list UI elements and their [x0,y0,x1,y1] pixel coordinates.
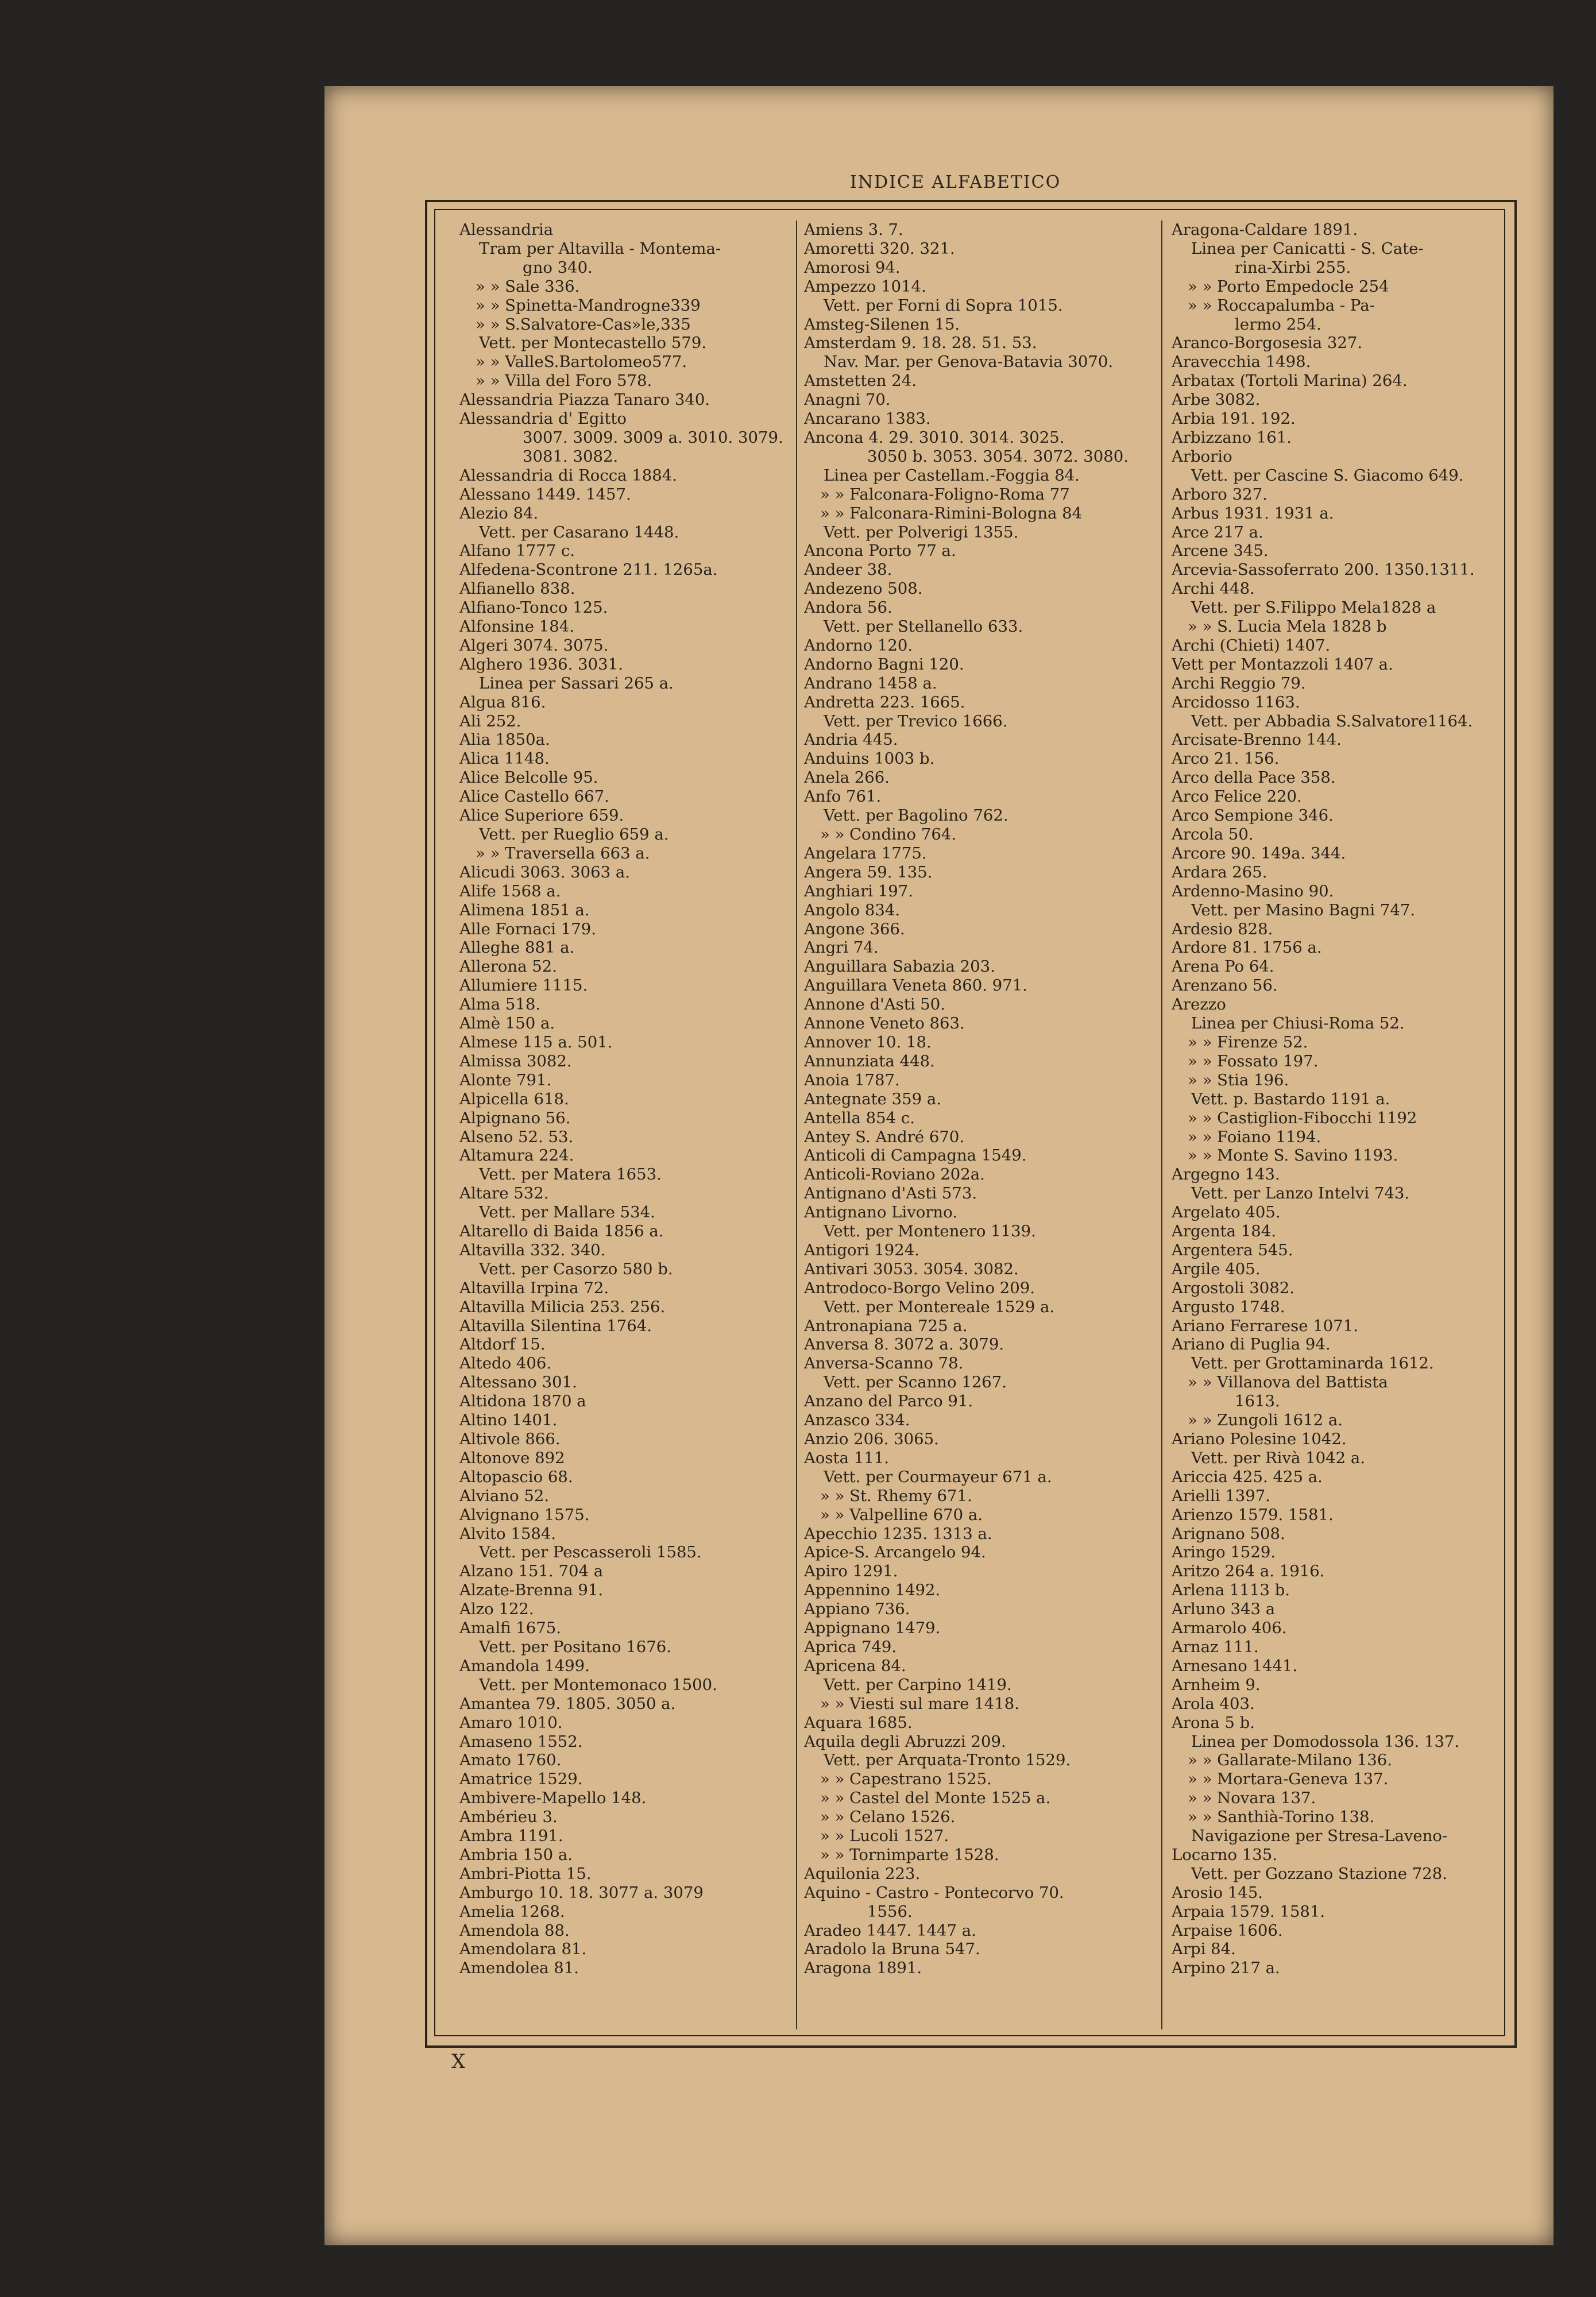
index-entry: Arezzo [1172,995,1226,1014]
index-entry: Amiens 3. 7. [804,221,903,239]
index-entry: Alessandria d' Egitto [459,409,627,428]
index-entry: Vett. per Montereale 1529 a. [824,1297,1055,1316]
index-entry: Vett. per Grottaminarda 1612. [1191,1354,1434,1373]
index-entry: Vett. per Rueglio 659 a. [479,825,669,844]
stray-mark: X [451,2050,466,2073]
index-entry: » » Traversella 663 a. [476,844,650,863]
index-entry: Amendolara 81. [459,1940,587,1959]
index-entry: Anfo 761. [804,787,882,806]
index-entry: Linea per Sassari 265 a. [479,674,674,693]
page-title: INDICE ALFABETICO [850,172,1061,192]
index-entry: Annover 10. 18. [804,1033,932,1051]
index-entry: Vett. per Carpino 1419. [824,1675,1012,1694]
index-entry: gno 340. [523,258,593,277]
index-entry: Altavilla Milicia 253. 256. [459,1297,666,1316]
index-entry: Anversa-Scanno 78. [804,1354,964,1373]
index-entry: Antignano d'Asti 573. [804,1184,977,1203]
index-entry: Ali 252. [459,711,521,730]
index-entry: 3081. 3082. [523,447,619,466]
index-entry: » » Fossato 197. [1188,1051,1319,1070]
index-entry: Vett per Montazzoli 1407 a. [1172,655,1393,674]
index-entry: Vett. per Montemonaco 1500. [479,1675,717,1694]
index-entry: Amaro 1010. [459,1713,563,1732]
index-entry: Ambri-Piotta 15. [459,1864,592,1883]
index-entry: Aranco-Borgosesia 327. [1172,334,1363,353]
index-entry: » » Condino 764. [820,825,957,844]
index-entry: Anghiari 197. [804,881,913,900]
index-column-3 [1172,221,1510,1978]
index-entry: » » Stia 196. [1188,1070,1289,1089]
index-entry: Arco della Pace 358. [1172,768,1336,787]
index-entry: Vett. per Abbadia S.Salvatore1164. [1191,711,1473,730]
index-entry: » » S. Lucia Mela 1828 b [1188,617,1387,636]
index-entry: Ardesio 828. [1172,919,1273,938]
index-entry: Angri 74. [804,938,879,957]
index-entry: Vett. per Montenero 1139. [824,1222,1036,1241]
index-entry: Apricena 84. [804,1656,906,1675]
index-entry: Vett. per Arquata-Tronto 1529. [824,1751,1071,1770]
index-entry: Andretta 223. 1665. [804,693,965,711]
index-entry: Ambra 1191. [459,1827,563,1846]
index-entry: Arbia 191. 192. [1172,409,1296,428]
index-entry: Apiro 1291. [804,1562,898,1581]
index-entry: Amburgo 10. 18. 3077 a. 3079 [459,1883,704,1902]
index-entry: Altivole 866. [459,1430,561,1448]
index-entry: Amoretti 320. 321. [804,239,955,258]
index-entry: Alvignano 1575. [459,1505,590,1524]
index-entry: Antignano Livorno. [804,1203,957,1222]
index-entry: Alma 518. [459,995,541,1014]
index-entry: Alessandria Piazza Tanaro 340. [459,390,710,409]
index-entry: Amatrice 1529. [459,1770,583,1789]
index-entry: Arco Felice 220. [1172,787,1302,806]
index-entry: » » Villanova del Battista [1188,1373,1388,1392]
index-entry: Alife 1568 a. [459,881,561,900]
index-entry: Navigazione per Stresa-Laveno- [1191,1827,1448,1846]
index-entry: Alessandria di Rocca 1884. [459,466,678,485]
index-entry: Linea per Domodossola 136. 137. [1191,1732,1460,1751]
index-entry: Vett. per Gozzano Stazione 728. [1191,1864,1447,1883]
index-entry: Ariano Polesine 1042. [1172,1430,1347,1448]
index-entry: Andeer 38. [804,560,892,579]
index-entry: Argelato 405. [1172,1203,1281,1222]
index-entry: Andorno Bagni 120. [804,655,964,674]
index-entry: Argostoli 3082. [1172,1278,1294,1297]
index-entry: Anguillara Veneta 860. 971. [804,976,1027,995]
index-entry: Alfiano-Tonco 125. [459,598,608,617]
index-entry: Anzio 206. 3065. [804,1430,939,1448]
index-entry: Arpino 217 a. [1172,1959,1280,1978]
index-entry: Anticoli di Campagna 1549. [804,1146,1027,1165]
index-entry: Alessano 1449. 1457. [459,485,631,504]
index-entry: Vett. per Pescasseroli 1585. [479,1543,702,1562]
index-entry: Argentera 545. [1172,1240,1293,1259]
index-entry: Anzasco 334. [804,1411,910,1430]
index-entry: Vett. p. Bastardo 1191 a. [1191,1089,1390,1108]
index-entry: Annunziata 448. [804,1051,935,1070]
index-entry: » » Firenze 52. [1188,1033,1308,1051]
index-entry: Anduins 1003 b. [804,749,935,768]
index-entry: Aravecchia 1498. [1172,353,1311,372]
index-entry: Archi Reggio 79. [1172,674,1306,693]
index-entry: » » Villa del Foro 578. [476,372,652,390]
index-entry: Alpicella 618. [459,1089,569,1108]
index-entry: Andorno 120. [804,636,913,655]
index-entry: Arcene 345. [1172,542,1269,560]
index-entry: Aringo 1529. [1172,1543,1276,1562]
index-entry: Aquila degli Abruzzi 209. [804,1732,1006,1751]
index-entry: Amaseno 1552. [459,1732,583,1751]
index-entry: Aritzo 264 a. 1916. [1172,1562,1325,1581]
column-divider [1161,221,1162,2029]
index-entry: Armarolo 406. [1172,1619,1287,1638]
index-entry: » » S.Salvatore-Cas»le,335 [476,315,691,334]
index-entry: Allumiere 1115. [459,976,588,995]
index-column-1 [459,221,798,1978]
index-entry: Ardenno-Masino 90. [1172,881,1334,900]
index-entry: Alzano 151. 704 a [459,1562,604,1581]
index-entry: Vett. per Rivà 1042 a. [1191,1448,1365,1467]
index-entry: Arnheim 9. [1172,1675,1261,1694]
index-entry: Arbe 3082. [1172,390,1261,409]
index-entry: » » Mortara-Geneva 137. [1188,1770,1389,1789]
index-entry: Alle Fornaci 179. [459,919,597,938]
index-entry: Amsterdam 9. 18. 28. 51. 53. [804,334,1037,353]
index-entry: Anela 266. [804,768,890,787]
index-entry: Anzano del Parco 91. [804,1392,973,1411]
index-entry: Amorosi 94. [804,258,901,277]
index-entry: Appiano 736. [804,1600,910,1619]
index-entry: Nav. Mar. per Genova-Batavia 3070. [824,353,1114,372]
index-entry: Alleghe 881 a. [459,938,575,957]
index-entry: Tram per Altavilla - Montema- [479,239,721,258]
index-entry: Amstetten 24. [804,372,917,390]
index-entry: rina-Xirbi 255. [1235,258,1351,277]
index-entry: Arpaia 1579. 1581. [1172,1902,1326,1921]
index-entry: Vett. per Polverigi 1355. [824,523,1019,542]
index-entry: Arlena 1113 b. [1172,1581,1290,1600]
index-entry: Amendolea 81. [459,1959,579,1978]
index-entry: Altino 1401. [459,1411,558,1430]
index-entry: Aragona 1891. [804,1959,922,1978]
index-entry: Alica 1148. [459,749,550,768]
index-entry: Vett. per Mallare 534. [479,1203,655,1222]
index-entry: Vett. per S.Filippo Mela1828 a [1191,598,1436,617]
index-entry: Anticoli-Roviano 202a. [804,1165,985,1184]
index-entry: Alzate-Brenna 91. [459,1581,604,1600]
index-entry: Antivari 3053. 3054. 3082. [804,1259,1019,1278]
index-entry: Ambérieu 3. [459,1808,558,1827]
index-entry: » » Castel del Monte 1525 a. [820,1789,1051,1808]
index-entry: » » Spinetta-Mandrogne339 [476,296,701,315]
index-entry: Argile 405. [1172,1259,1261,1278]
index-entry: Apice-S. Arcangelo 94. [804,1543,986,1562]
index-entry: Almè 150 a. [459,1014,555,1033]
index-entry: Anversa 8. 3072 a. 3079. [804,1335,1004,1354]
index-entry: Arco Sempione 346. [1172,806,1334,825]
index-entry: Andora 56. [804,598,892,617]
index-entry: Antronapiana 725 a. [804,1316,968,1335]
index-entry: Alzo 122. [459,1600,534,1619]
index-entry: Aradeo 1447. 1447 a. [804,1921,976,1940]
index-entry: Andria 445. [804,730,898,749]
index-entry: Arnaz 111. [1172,1637,1259,1656]
index-entry: Aquino - Castro - Pontecorvo 70. [804,1883,1064,1902]
index-entry: Aquilonia 223. [804,1864,921,1883]
index-entry: Ambria 150 a. [459,1845,573,1864]
index-entry: Angolo 834. [804,900,901,919]
index-entry: Anagni 70. [804,390,891,409]
index-entry: Arenzano 56. [1172,976,1278,995]
index-entry: Appennino 1492. [804,1581,941,1600]
index-entry: » » Falconara-Rimini-Bologna 84 [820,504,1083,523]
index-column-2 [804,221,1143,1978]
index-entry: 1613. [1235,1392,1280,1411]
index-entry: Andezeno 508. [804,579,923,598]
index-entry: Vett. per Matera 1653. [479,1165,662,1184]
index-entry: » » Valpelline 670 a. [820,1505,983,1524]
index-entry: Arignano 508. [1172,1524,1285,1543]
index-entry: Alfano 1777 c. [459,542,575,560]
index-entry: Alfedena-Scontrone 211. 1265a. [459,560,718,579]
index-entry: Ariano di Puglia 94. [1172,1335,1331,1354]
index-entry: » » Falconara-Foligno-Roma 77 [820,485,1070,504]
index-entry: Arcola 50. [1172,825,1254,844]
index-entry: Alia 1850a. [459,730,550,749]
index-entry: Amendola 88. [459,1921,570,1940]
index-entry: 3050 b. 3053. 3054. 3072. 3080. [867,447,1129,466]
index-entry: Arienzo 1579. 1581. [1172,1505,1334,1524]
index-entry: Alice Belcolle 95. [459,768,598,787]
index-entry: » » Santhià-Torino 138. [1188,1808,1375,1827]
index-entry: Arcidosso 1163. [1172,693,1300,711]
index-entry: Arielli 1397. [1172,1486,1270,1505]
index-entry: Anoia 1787. [804,1070,900,1089]
index-entry: Almese 115 a. 501. [459,1033,613,1051]
index-entry: Andrano 1458 a. [804,674,937,693]
index-entry: » » Porto Empedocle 254 [1188,277,1389,296]
index-entry: Arbatax (Tortoli Marina) 264. [1172,372,1408,390]
index-entry: Algua 816. [459,693,546,711]
index-entry: Altare 532. [459,1184,549,1203]
index-entry: Altopascio 68. [459,1467,573,1486]
index-entry: lermo 254. [1235,315,1321,334]
index-entry: Alviano 52. [459,1486,550,1505]
index-entry: Altavilla Silentina 1764. [459,1316,652,1335]
index-entry: » » Novara 137. [1188,1789,1316,1808]
index-entry: Vett. per Stellanello 633. [824,617,1023,636]
index-entry: Alfonsine 184. [459,617,574,636]
index-entry: Arbus 1931. 1931 a. [1172,504,1334,523]
index-entry: Vett. per Bagolino 762. [824,806,1008,825]
index-entry: Alicudi 3063. 3063 a. [459,863,631,881]
index-entry: » » Gallarate-Milano 136. [1188,1751,1393,1770]
index-entry: Arboro 327. [1172,485,1267,504]
index-entry: Arcore 90. 149a. 344. [1172,844,1346,863]
index-entry: Amalfi 1675. [459,1619,561,1638]
index-entry: Vett. per Lanzo Intelvi 743. [1191,1184,1410,1203]
index-entry: Arcevia-Sassoferrato 200. 1350.1311. [1172,560,1475,579]
index-entry: Allerona 52. [459,957,558,976]
index-entry: Alseno 52. 53. [459,1127,574,1146]
index-entry: Altavilla Irpina 72. [459,1278,609,1297]
index-entry: Angone 366. [804,919,905,938]
index-entry: Angelara 1775. [804,844,927,863]
index-entry: Arosio 145. [1172,1883,1263,1902]
index-entry: Altavilla 332. 340. [459,1240,606,1259]
index-entry: Linea per Canicatti - S. Cate- [1191,239,1424,258]
index-entry: Antrodoco-Borgo Velino 209. [804,1278,1035,1297]
index-entry: Ancona Porto 77 a. [804,542,956,560]
index-entry: » » Monte S. Savino 1193. [1188,1146,1398,1165]
index-entry: » » Roccapalumba - Pa- [1188,296,1375,315]
index-entry: Amandola 1499. [459,1656,590,1675]
index-entry: Arco 21. 156. [1172,749,1280,768]
index-entry: » » Foiano 1194. [1188,1127,1321,1146]
index-entry: Argegno 143. [1172,1165,1280,1184]
index-entry: Vett. per Trevico 1666. [824,711,1008,730]
index-entry: Aragona-Caldare 1891. [1172,221,1358,239]
index-entry: Argenta 184. [1172,1222,1277,1241]
index-entry: » » Zungoli 1612 a. [1188,1411,1343,1430]
index-entry: Linea per Chiusi-Roma 52. [1191,1014,1405,1033]
index-entry: Vett. per Casarano 1448. [479,523,679,542]
index-entry: Aradolo la Bruna 547. [804,1940,980,1959]
index-entry: Aquara 1685. [804,1713,913,1732]
index-entry: Archi 448. [1172,579,1255,598]
index-entry: Vett. per Courmayeur 671 a. [824,1467,1052,1486]
index-entry: Arluno 343 a [1172,1600,1276,1619]
index-entry: » » Castiglion-Fibocchi 1192 [1188,1108,1417,1127]
index-entry: » » Lucoli 1527. [820,1827,949,1846]
index-entry: Alessandria [459,221,554,239]
index-entry: Argusto 1748. [1172,1297,1285,1316]
index-entry: Altidona 1870 a [459,1392,586,1411]
index-entry: Vett. per Montecastello 579. [479,334,707,353]
index-entry: Altdorf 15. [459,1335,546,1354]
index-entry: Annone d'Asti 50. [804,995,946,1014]
index-entry: Archi (Chieti) 1407. [1172,636,1331,655]
index-entry: » » St. Rhemy 671. [820,1486,972,1505]
index-entry: Aosta 111. [804,1448,889,1467]
index-entry: Arnesano 1441. [1172,1656,1298,1675]
index-entry: Locarno 135. [1172,1845,1278,1864]
index-entry: Altonove 892 [459,1448,565,1467]
index-entry: Alvito 1584. [459,1524,557,1543]
index-entry: Antegnate 359 a. [804,1089,942,1108]
index-entry: Arbizzano 161. [1172,428,1292,447]
index-entry: Ardara 265. [1172,863,1267,881]
index-entry: Arborio [1172,447,1232,466]
index-entry: Ancarano 1383. [804,409,931,428]
index-entry: Vett. per Forni di Sopra 1015. [824,296,1063,315]
index-entry: » » Sale 336. [476,277,580,296]
index-entry: Ardore 81. 1756 a. [1172,938,1322,957]
index-entry: Altamura 224. [459,1146,574,1165]
index-entry: Alghero 1936. 3031. [459,655,623,674]
index-entry: Arena Po 64. [1172,957,1274,976]
index-entry: Apecchio 1235. 1313 a. [804,1524,992,1543]
index-entry: Amato 1760. [459,1751,562,1770]
index-entry: » » Capestrano 1525. [820,1770,992,1789]
index-entry: Arona 5 b. [1172,1713,1255,1732]
index-entry: Almissa 3082. [459,1051,572,1070]
index-entry: Arpi 84. [1172,1940,1236,1959]
index-entry: » » Celano 1526. [820,1808,956,1827]
index-entry: Alice Superiore 659. [459,806,624,825]
index-entry: Annone Veneto 863. [804,1014,965,1033]
index-entry: Appignano 1479. [804,1619,941,1638]
index-entry: Arcisate-Brenno 144. [1172,730,1342,749]
index-entry: Arce 217 a. [1172,523,1263,542]
index-entry: Alpignano 56. [459,1108,571,1127]
index-entry: Alfianello 838. [459,579,575,598]
index-entry: » » Viesti sul mare 1418. [820,1694,1019,1713]
index-entry: Arpaise 1606. [1172,1921,1283,1940]
index-entry: Arola 403. [1172,1694,1255,1713]
index-entry: Algeri 3074. 3075. [459,636,609,655]
index-entry: Ambivere-Mapello 148. [459,1789,647,1808]
index-entry: Amsteg-Silenen 15. [804,315,960,334]
index-entry: Alezio 84. [459,504,539,523]
index-entry: Ampezzo 1014. [804,277,926,296]
index-entry: Antey S. André 670. [804,1127,965,1146]
index-entry: Alice Castello 667. [459,787,609,806]
index-entry: 1556. [867,1902,913,1921]
index-entry: Altarello di Baida 1856 a. [459,1222,664,1241]
index-entry: Vett. per Masino Bagni 747. [1191,900,1416,919]
index-entry: Alimena 1851 a. [459,900,590,919]
index-entry: Angera 59. 135. [804,863,933,881]
index-entry: » » ValleS.Bartolomeo577. [476,353,687,372]
index-entry: Vett. per Scanno 1267. [824,1373,1007,1392]
index-entry: Anguillara Sabazia 203. [804,957,995,976]
index-entry: Ancona 4. 29. 3010. 3014. 3025. [804,428,1065,447]
index-entry: Ariano Ferrarese 1071. [1172,1316,1359,1335]
index-entry: Altedo 406. [459,1354,552,1373]
index-entry: Amantea 79. 1805. 3050 a. [459,1694,676,1713]
index-entry: Antella 854 c. [804,1108,915,1127]
index-entry: Vett. per Casorzo 580 b. [479,1259,673,1278]
index-entry: Alonte 791. [459,1070,552,1089]
index-entry: Vett. per Positano 1676. [479,1637,671,1656]
index-entry: Altessano 301. [459,1373,577,1392]
index-entry: 3007. 3009. 3009 a. 3010. 3079. [523,428,783,447]
index-entry: Antigori 1924. [804,1240,919,1259]
index-entry: Linea per Castellam.-Foggia 84. [824,466,1080,485]
index-entry: Amelia 1268. [459,1902,565,1921]
index-entry: Ariccia 425. 425 a. [1172,1467,1323,1486]
index-entry: » » Tornimparte 1528. [820,1845,999,1864]
index-entry: Vett. per Cascine S. Giacomo 649. [1191,466,1464,485]
index-entry: Aprica 749. [804,1637,897,1656]
